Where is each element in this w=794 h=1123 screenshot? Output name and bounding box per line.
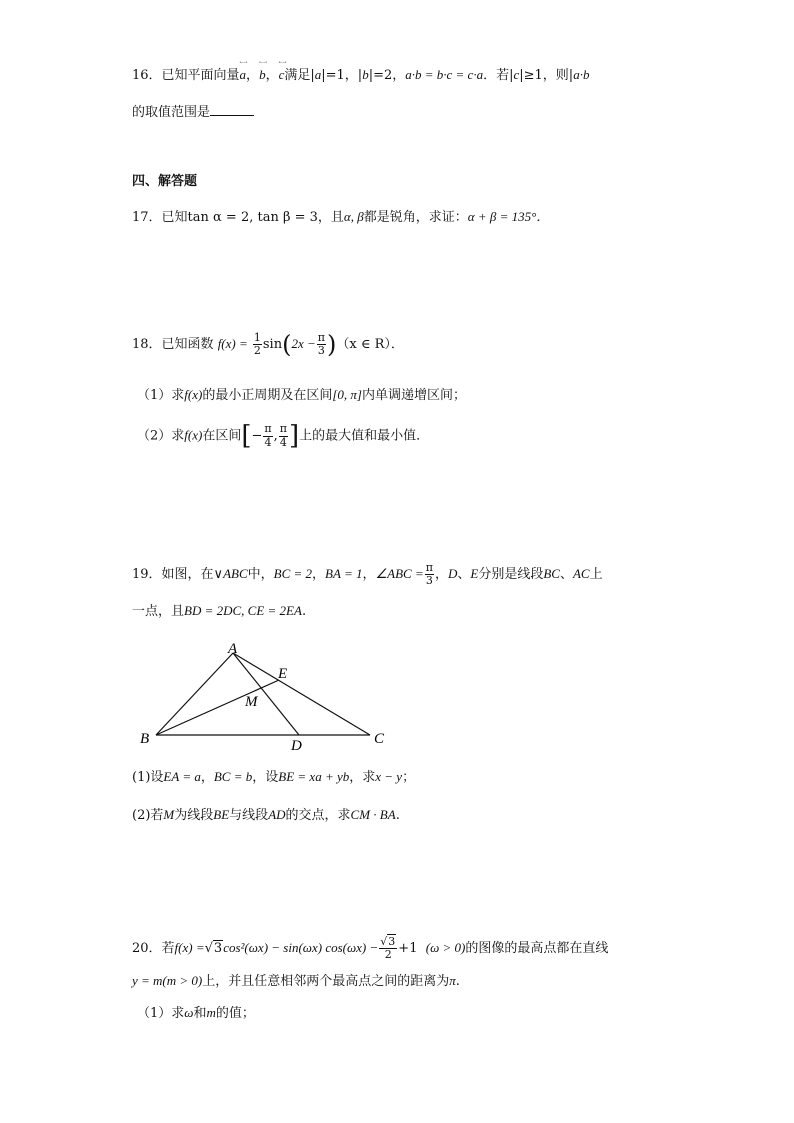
- q19-p1-bc: BC = b: [213, 769, 253, 784]
- label-a: A: [228, 641, 238, 657]
- q20-l1-b: cos²(ωx) − sin(ωx) cos(ωx) −: [223, 940, 379, 956]
- q20-p1-w: ω: [184, 1005, 194, 1020]
- q19-seg-ac: AC: [572, 566, 590, 582]
- q19-p2-cm: CM · BA: [350, 807, 396, 822]
- q19-angle: ∠ABC =: [375, 566, 424, 582]
- q19-c1: ，: [312, 567, 326, 583]
- q17-text-c: 都是锐角，求证：: [363, 210, 468, 225]
- segment-ab: [156, 653, 233, 735]
- q20-sqrt3: 3: [213, 941, 223, 957]
- q19-seg-bc: BC: [543, 566, 560, 582]
- q18-half: $\frac{1}{2}$: [253, 331, 261, 358]
- q20-l2-pi: π: [449, 973, 456, 988]
- q20-p1-b: 和: [193, 1006, 207, 1021]
- section-heading: 四、解答题: [132, 174, 198, 189]
- q16-prefix: 16．已知平面向量: [132, 68, 240, 83]
- q16-a-abs: a: [314, 67, 322, 82]
- q20-l2-c: .: [455, 974, 460, 989]
- q16-if: ．若|: [483, 68, 514, 83]
- q18-p1-b: 的最小正周期及在区间: [202, 388, 333, 403]
- q16-c-abs: c: [513, 67, 520, 82]
- q19-p2-m: M: [163, 807, 175, 822]
- q20-l2-b: 上，并且任意相邻两个最高点之间的距离为: [202, 974, 450, 989]
- q20-frac: $\frac{√3}{2}$: [380, 935, 396, 962]
- q18-paren-open: (: [282, 330, 292, 359]
- q19-l2-a: 一点，且: [132, 604, 185, 619]
- q19-line2: [132, 604, 306, 618]
- q18-p2-a: （2）求: [137, 428, 185, 444]
- q19-part2: [132, 808, 400, 822]
- q19-p2-dot: .: [395, 808, 400, 823]
- q19-p2-ad: AD: [268, 807, 286, 822]
- q16-dot-eq: ·b = b·c = c·a: [411, 67, 484, 82]
- q19-d: D: [447, 566, 458, 582]
- label-b: B: [140, 731, 150, 747]
- q19-p1-xy: x − y: [375, 769, 403, 784]
- q20-part1: [137, 1006, 255, 1020]
- q19-p1-ea: EA = a: [163, 769, 201, 784]
- q19-l1-h: 上: [589, 567, 603, 583]
- segment-ad: [233, 653, 299, 735]
- q18-p2-f: f(x): [184, 427, 203, 443]
- q19-p2-be: BE: [213, 807, 230, 822]
- q16-cond2: |=2，: [368, 68, 406, 83]
- vec-a: ←→ a: [240, 68, 247, 81]
- q18-p1-f: f(x): [184, 387, 203, 402]
- q20-p1-m: m: [206, 1005, 216, 1020]
- q18-part2: （2）求f(x)在区间[− $\frac{\pi}{4}$ , $\frac{\pi}{4}$ ]上的最大值和最小值．: [137, 421, 430, 451]
- q20-fx: f(x) =: [174, 940, 205, 956]
- q19-p1-mid: ，设: [252, 770, 279, 785]
- q20-l1-c: +1: [398, 941, 418, 957]
- q19-p2-end: 的交点，求: [285, 808, 351, 823]
- q18-p2-c: 上的最大值和最小值．: [299, 428, 430, 444]
- q19-line1: [132, 562, 603, 587]
- answer-blank[interactable]: [210, 103, 254, 116]
- q16-a-dot: a: [405, 67, 412, 82]
- label-m: M: [245, 694, 258, 710]
- q16-if-end: |≥1，则|: [519, 68, 574, 83]
- q19-pi3: $\frac{\pi}{3}$: [425, 561, 433, 588]
- q20-line2: [132, 974, 460, 988]
- label-c: C: [374, 731, 385, 747]
- q17-text-d: α + β = 135°．: [467, 209, 550, 224]
- q18-pi4-a: $\frac{\pi}{4}$: [264, 422, 272, 449]
- q19-abc: ABC: [223, 566, 248, 582]
- triangle-figure: [136, 640, 396, 755]
- q19-part1: [132, 770, 415, 784]
- q19-p1-end: ，求: [349, 770, 376, 785]
- q20-l1-a: 20．若: [132, 941, 175, 957]
- q18-paren-close: ): [327, 330, 337, 359]
- q19-sep2: 、: [559, 567, 573, 583]
- label-e: E: [278, 666, 288, 682]
- q18-intro: 18．已知函数: [132, 337, 214, 353]
- q19-l1-a: 19．如图，在∨: [132, 567, 224, 583]
- q19-l1-c: ，: [434, 567, 448, 583]
- q18-bracket-close: ]: [289, 421, 300, 451]
- vec-b: ←→ b: [259, 68, 266, 81]
- q16-cond: 满足|: [284, 68, 315, 83]
- q20-p1-c: 的值；: [215, 1006, 255, 1021]
- q18-part1: [137, 388, 466, 402]
- q16-line1: 16．已知平面向量←→ a，←→ b，←→ c满足|a|=1，|b|=2，a·b = b·c = c·a．若|c|≥1，则|a·b: [132, 68, 589, 82]
- q18-pi3: $\frac{\pi}{3}$: [317, 331, 325, 358]
- q20-l2-a: y = m(m > 0): [132, 973, 203, 988]
- q16-range-text: 的取值范围是: [132, 105, 211, 120]
- q16-cond1: |=1，|: [321, 68, 363, 83]
- q20-line1: 20．若f(x) =√3cos²(ωx) − sin(ωx) cos(ωx) − $\frac{√3}{2}$ +1 (ω > 0)的图像的最高点都在直线: [132, 935, 609, 962]
- q16-tail: ·b: [579, 67, 590, 82]
- q18-domain: （x ∈ R）．: [336, 337, 404, 353]
- q18-sin: sin: [262, 337, 283, 353]
- q18-inner: 2x −: [291, 336, 316, 352]
- q16-a-tail: a: [573, 67, 580, 82]
- q20-p1-a: （1）求: [137, 1006, 185, 1021]
- q20-l1-d: (ω > 0): [425, 940, 466, 956]
- q16-line2: [132, 103, 254, 119]
- q18-fx: f(x) =: [217, 336, 248, 352]
- q16-b-abs: b: [362, 67, 369, 82]
- vec-c: ←→ c: [279, 68, 285, 81]
- q19-p1-be: BE = xa + yb: [278, 769, 350, 784]
- q19-p1-semi: ；: [402, 770, 416, 785]
- q18-p1-interval: [0, π]: [332, 387, 362, 402]
- q19-p2: (2)若: [132, 808, 164, 823]
- q18-p2-b: 在区间: [202, 428, 242, 444]
- q19-e: E: [470, 566, 479, 582]
- q19-l2-eq: BD = 2DC, CE = 2EA: [184, 603, 302, 618]
- q17-text-a: 17．已知tan α = 2, tan β = 3，且: [132, 210, 344, 225]
- q17-text-b: α, β: [343, 209, 364, 224]
- q18-p1-a: （1）求: [137, 388, 185, 403]
- q19-l1-f: 分别是线段: [478, 567, 544, 583]
- q19-bc: BC = 2: [273, 566, 313, 582]
- q19-p1-comma: ，: [200, 770, 214, 785]
- q18-neg: −: [251, 428, 263, 444]
- q19-p2-mid2: 与线段: [229, 808, 269, 823]
- q19-ba: BA = 1: [325, 566, 363, 582]
- q19-p2-mid: 为线段: [174, 808, 214, 823]
- q18-pi4-b: $\frac{\pi}{4}$: [279, 422, 288, 449]
- segment-be: [156, 680, 279, 735]
- q19-l1-b: 中，: [247, 567, 274, 583]
- q18-p1-c: 内单调递增区间；: [361, 388, 466, 403]
- q19-c2: ，: [362, 567, 376, 583]
- q20-l1-e: 的图像的最高点都在直线: [465, 941, 609, 957]
- q19-p1: (1)设: [132, 770, 164, 785]
- label-d: D: [291, 738, 302, 754]
- q19-sep: 、: [457, 567, 471, 583]
- q17-line: [132, 210, 549, 224]
- q18-bracket-open: [: [241, 421, 252, 451]
- q19-l2-end: .: [301, 604, 307, 619]
- q18-line1: [132, 332, 404, 357]
